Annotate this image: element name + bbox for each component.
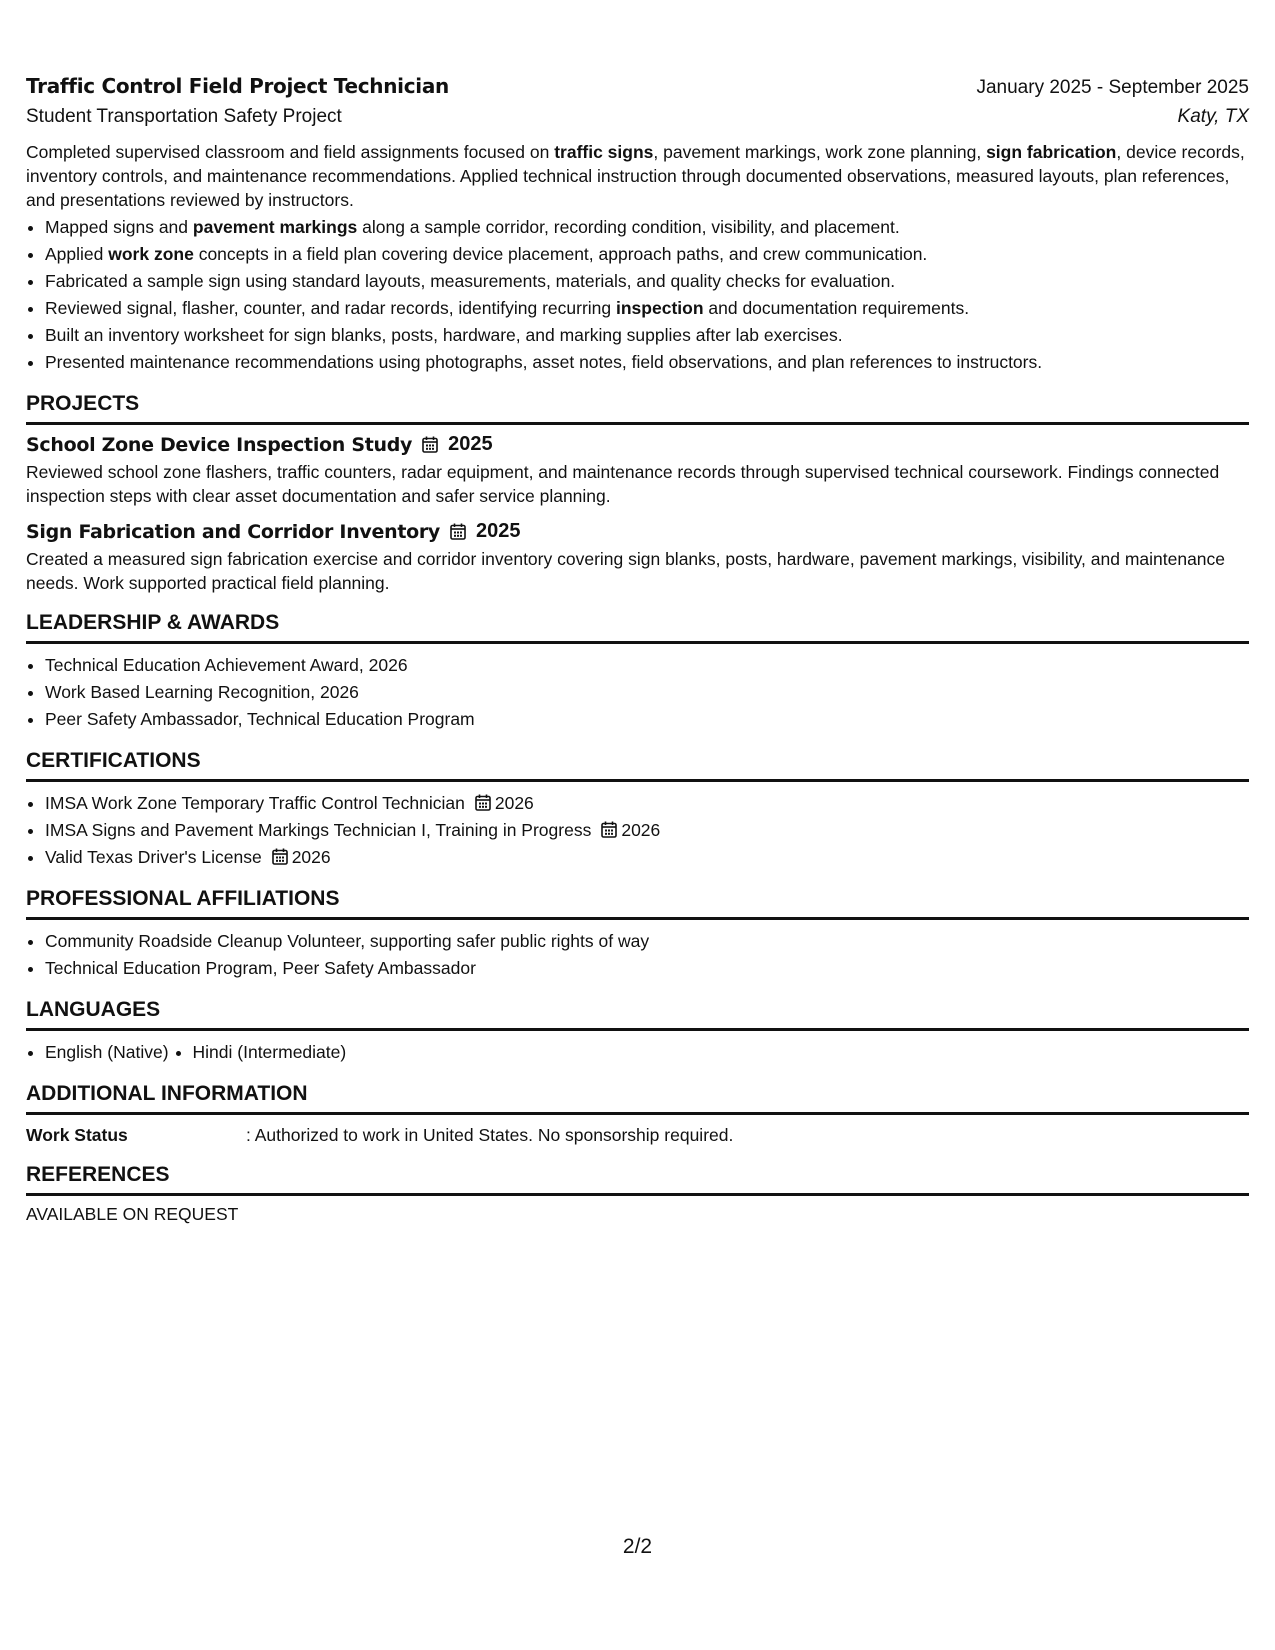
bullet-segment: inspection	[616, 298, 704, 318]
project-title	[26, 433, 1249, 456]
summary-segment: , device records, inventory controls, and maintenance recommendations. Applied technical instruction through documented observations, measured layouts, plan references, and presentations reviewed by instructors.	[26, 142, 1245, 210]
bullet-segment: Presented maintenance recommendations using photographs, asset notes, field observations, and plan references to instructors.	[45, 352, 1043, 372]
summary-segment: traffic signs	[554, 142, 654, 162]
project-description: Reviewed school zone flashers, traffic counters, radar equipment, and maintenance records through supervised technical coursework. Findings connected inspection steps with clear asset documentation and safer service planning.	[26, 462, 1220, 506]
leadership-list	[26, 652, 1249, 733]
references-text: AVAILABLE ON REQUEST	[26, 1204, 239, 1224]
job-bullet	[45, 295, 1249, 322]
job-dates: January 2025 - September 2025	[976, 77, 1249, 98]
bullet-segment: Built an inventory worksheet for sign blanks, posts, hardware, and marking supplies after lab exercises.	[45, 325, 843, 345]
job-title: Traffic Control Field Project Technician	[26, 74, 449, 98]
job-location: Katy, TX	[1177, 106, 1249, 127]
job-header	[26, 74, 1249, 106]
certification-year: 2026	[621, 820, 661, 840]
project-description: Created a measured sign fabrication exercise and corridor inventory covering sign blanks, posts, hardware, pavement markings, visibility, and maintenance needs. Work supported practical field planning.	[26, 549, 1226, 593]
list-item: • Work Based Learning Recognition, 2026	[45, 679, 1249, 706]
job-summary	[26, 140, 1249, 212]
bullet-segment: Reviewed signal, flasher, counter, and radar records, identifying recurring	[45, 298, 616, 318]
job-bullet	[45, 214, 1249, 241]
calendar-icon	[475, 794, 491, 811]
bullet-segment: pavement markings	[192, 217, 358, 237]
affiliations-heading: PROFESSIONAL AFFILIATIONS	[26, 885, 1249, 920]
job-bullet	[45, 349, 1249, 376]
page-number: 2/2	[622, 1535, 653, 1558]
job-bullet	[45, 241, 1249, 268]
leadership-heading: LEADERSHIP & AWARDS	[26, 609, 1249, 644]
calendar-icon	[450, 523, 466, 540]
language-item: • Hindi (Intermediate)	[193, 1039, 347, 1066]
calendar-icon	[272, 848, 288, 865]
summary-segment: sign fabrication	[986, 142, 1117, 162]
bullet-segment: Mapped signs and	[45, 217, 193, 237]
list-item: • Peer Safety Ambassador, Technical Education Program	[45, 706, 1249, 733]
bullet-segment: concepts in a field plan covering device placement, approach paths, and crew communication.	[193, 244, 928, 264]
language-item: • English (Native)	[45, 1039, 169, 1066]
bullet-segment: Fabricated a sample sign using standard layouts, measurements, materials, and quality checks for evaluation.	[45, 271, 896, 291]
certification-item	[45, 790, 1249, 817]
certifications-heading: CERTIFICATIONS	[26, 747, 1249, 782]
project-year: 2025	[476, 520, 521, 542]
additional-heading: ADDITIONAL INFORMATION	[26, 1080, 1249, 1115]
project-name: School Zone Device Inspection Study	[26, 433, 413, 456]
bullet-segment: along a sample corridor, recording condition, visibility, and placement.	[357, 217, 900, 237]
job-bullet	[45, 268, 1249, 295]
projects-heading: PROJECTS	[26, 390, 1249, 425]
calendar-icon	[422, 436, 438, 453]
project-year: 2025	[448, 433, 493, 455]
list-item: • Technical Education Program, Peer Safety Ambassador	[45, 955, 1249, 982]
certification-item	[45, 844, 1249, 871]
bullet-segment: and documentation requirements.	[703, 298, 970, 318]
summary-segment: Completed supervised classroom and field assignments focused on	[26, 142, 555, 162]
job-bullet	[45, 322, 1249, 349]
list-item: • Technical Education Achievement Award, 2026	[45, 652, 1249, 679]
work-status-value: : Authorized to work in United States. No sponsorship required.	[246, 1125, 734, 1145]
job-subheader	[26, 106, 1249, 136]
resume-page	[26, 74, 1249, 1225]
list-item: • Community Roadside Cleanup Volunteer, supporting safer public rights of way	[45, 928, 1249, 955]
certification-item	[45, 817, 1249, 844]
certification-name: IMSA Work Zone Temporary Traffic Control Technician	[45, 793, 465, 813]
job-organization: Student Transportation Safety Project	[26, 106, 342, 127]
references-heading: REFERENCES	[26, 1161, 1249, 1196]
certifications-list	[26, 790, 1249, 871]
project-name: Sign Fabrication and Corridor Inventory	[26, 520, 441, 543]
project-title	[26, 520, 1249, 543]
job-bullets	[26, 214, 1249, 376]
calendar-icon	[601, 821, 617, 838]
languages-list	[26, 1039, 1249, 1066]
bullet-segment: Applied	[45, 244, 109, 264]
certification-year: 2026	[291, 847, 331, 867]
bullet-segment: work zone	[108, 244, 194, 264]
certification-name: IMSA Signs and Pavement Markings Technician I, Training in Progress	[45, 820, 592, 840]
work-status-row	[26, 1123, 1249, 1147]
certification-name: Valid Texas Driver's License	[45, 847, 262, 867]
summary-segment: , pavement markings, work zone planning,	[653, 142, 987, 162]
work-status-label: Work Status	[26, 1125, 128, 1145]
affiliations-list	[26, 928, 1249, 982]
languages-heading: LANGUAGES	[26, 996, 1249, 1031]
certification-year: 2026	[494, 793, 534, 813]
